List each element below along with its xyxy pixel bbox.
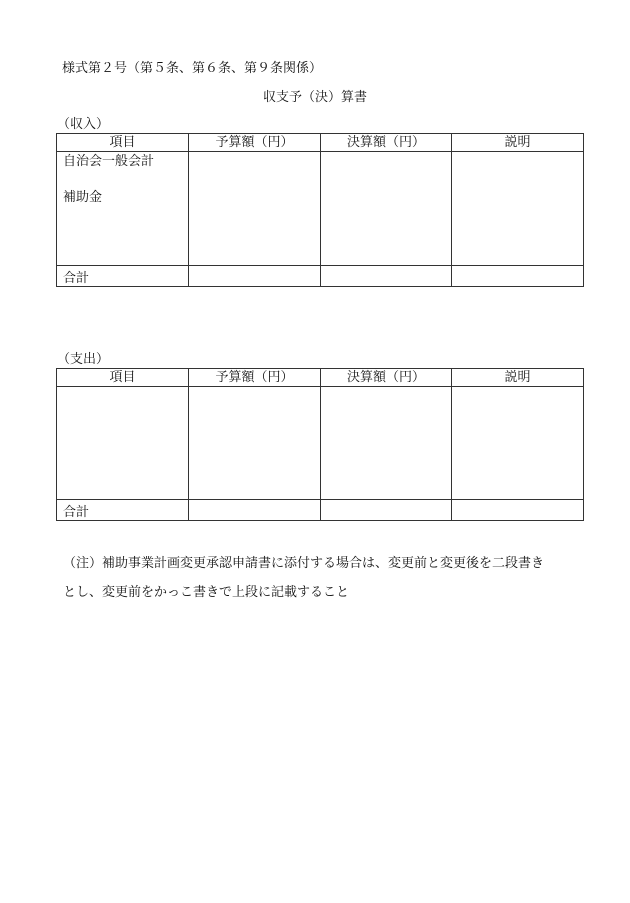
- form-number: 様式第２号（第５条、第６条、第９条関係）: [62, 61, 323, 76]
- expense-description-cell: [452, 387, 584, 500]
- footnote-line-2: とし、変更前をかっこ書きで上段に記載すること: [63, 585, 350, 600]
- income-body-row: [57, 152, 584, 266]
- expense-total-row: [57, 500, 584, 521]
- income-total-row: [57, 266, 584, 287]
- footnote-line-1: （注）補助事業計画変更承認申請書に添付する場合は、変更前と変更後を二段書き: [63, 556, 545, 571]
- expense-total-settlement-cell: [321, 500, 452, 521]
- expense-total-budget-cell: [189, 500, 321, 521]
- income-total-description-cell: [452, 266, 584, 287]
- expense-table: [56, 368, 584, 521]
- expense-section-label: （支出）: [57, 352, 110, 367]
- income-header-row: [57, 134, 584, 152]
- expense-body-row: [57, 387, 584, 500]
- expense-header-row: [57, 369, 584, 387]
- income-section-label: （収入）: [57, 117, 110, 132]
- footnote: [63, 549, 593, 607]
- income-total-settlement-cell: [321, 266, 452, 287]
- column-header-item: 項目: [57, 369, 189, 387]
- expense-total-description-cell: [452, 500, 584, 521]
- income-item-general-account: 自治会一般会計: [63, 154, 155, 169]
- column-header-item: 項目: [57, 134, 189, 152]
- income-item-subsidy: 補助金: [63, 190, 103, 205]
- expense-item-cell: [57, 387, 189, 500]
- income-settlement-cell: [321, 152, 452, 266]
- income-item-cell: [57, 152, 189, 266]
- expense-settlement-cell: [321, 387, 452, 500]
- expense-total-label: 合計: [57, 500, 189, 521]
- column-header-description: 説明: [452, 134, 584, 152]
- column-header-budget: 予算額（円）: [189, 369, 321, 387]
- income-total-label: 合計: [57, 266, 189, 287]
- income-table: [56, 133, 584, 287]
- income-description-cell: [452, 152, 584, 266]
- income-total-budget-cell: [189, 266, 321, 287]
- column-header-settlement: 決算額（円）: [321, 369, 452, 387]
- expense-budget-cell: [189, 387, 321, 500]
- income-budget-cell: [189, 152, 321, 266]
- column-header-description: 説明: [452, 369, 584, 387]
- column-header-budget: 予算額（円）: [189, 134, 321, 152]
- document-title: 収支予（決）算書: [262, 90, 367, 105]
- column-header-settlement: 決算額（円）: [321, 134, 452, 152]
